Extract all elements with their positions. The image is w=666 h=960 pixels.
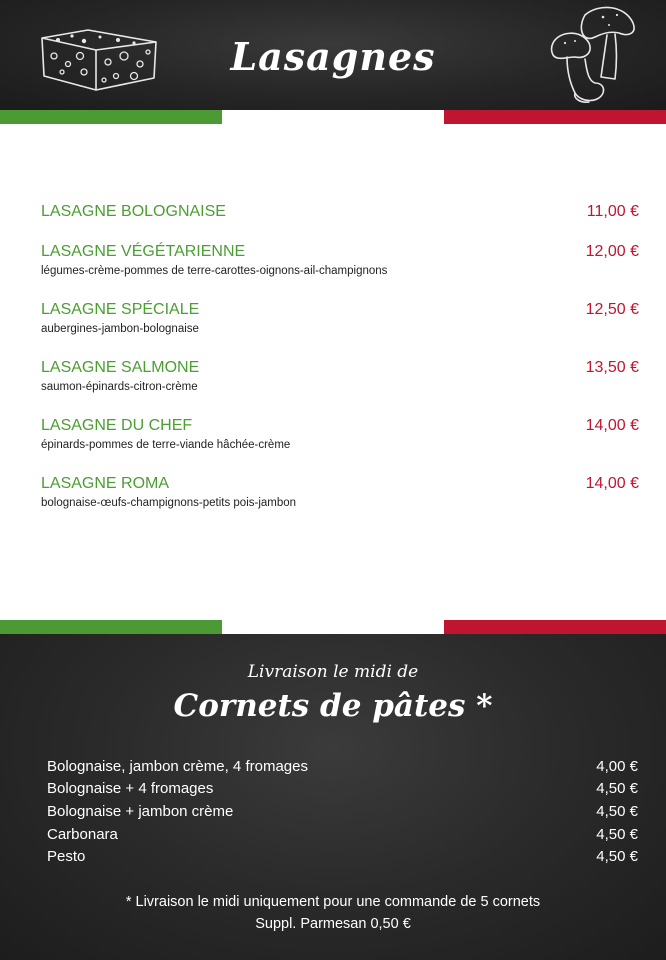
menu-item-name: LASAGNE VÉGÉTARIENNE [41, 243, 246, 260]
flag-stripe-green-bottom [0, 620, 222, 634]
cornet-name: Pesto [47, 848, 86, 865]
menu-item-name: LASAGNE SALMONE [41, 359, 200, 376]
parmesan-supplement: Suppl. Parmesan 0,50 € [255, 916, 411, 932]
flag-stripe-red-bottom [444, 620, 666, 634]
cornet-price: 4,50 € [596, 803, 638, 820]
cornet-price: 4,50 € [596, 826, 638, 843]
flag-stripe-green-top [0, 110, 222, 124]
menu-item-price: 11,00 € [586, 203, 639, 220]
cornet-row [47, 803, 638, 825]
menu-item-name: LASAGNE ROMA [41, 475, 170, 492]
cornet-name: Bolognaise + 4 fromages [47, 780, 214, 797]
menu-item-name: LASAGNE DU CHEF [41, 417, 193, 434]
menu-item-price: 14,00 € [585, 417, 639, 434]
cornet-price: 4,00 € [596, 758, 638, 775]
menu-item [41, 243, 639, 283]
cornet-row [47, 780, 638, 802]
cornet-name: Carbonara [47, 826, 118, 843]
menu-item-description: saumon-épinards-citron-crème [41, 381, 198, 393]
menu-item-description: épinards-pommes de terre-viande hâchée-crème [41, 439, 291, 451]
menu-item-name: LASAGNE SPÉCIALE [41, 301, 200, 318]
menu-item-price: 12,50 € [585, 301, 639, 318]
menu-item-description: aubergines-jambon-bolognaise [41, 323, 199, 335]
cornet-row [47, 758, 638, 780]
menu-item-description: bolognaise-œufs-champignons-petits pois-jambon [41, 497, 297, 509]
menu-item-name: LASAGNE BOLOGNAISE [41, 203, 226, 220]
cornets-subtitle: Livraison le midi de [247, 662, 419, 682]
cornets-title: Cornets de pâtes * [173, 688, 493, 724]
menu-item-description: légumes-crème-pommes de terre-carottes-oignons-ail-champignons [41, 265, 388, 277]
mushroom-icon [545, 3, 645, 106]
cornet-row [47, 826, 638, 848]
cornet-name: Bolognaise + jambon crème [47, 803, 234, 820]
menu-item-price: 14,00 € [585, 475, 639, 492]
flag-stripe-red-top [444, 110, 666, 124]
cornet-price: 4,50 € [596, 780, 638, 797]
menu-item [41, 301, 639, 341]
menu-item [41, 359, 639, 399]
menu-item-price: 12,00 € [585, 243, 639, 260]
cornet-name: Bolognaise, jambon crème, 4 fromages [47, 758, 308, 775]
menu-item-price: 13,50 € [585, 359, 639, 376]
menu-item [41, 417, 639, 457]
cornet-price: 4,50 € [596, 848, 638, 865]
page-title: Lasagnes [230, 34, 436, 79]
flag-stripe-white-top [222, 110, 444, 124]
delivery-note: * Livraison le midi uniquement pour une commande de 5 cornets [125, 894, 541, 910]
header-chalkboard [0, 0, 666, 110]
flag-stripe-white-bottom [222, 620, 444, 634]
cornet-row [47, 848, 638, 870]
menu-item [41, 475, 639, 515]
menu-item [41, 203, 639, 227]
